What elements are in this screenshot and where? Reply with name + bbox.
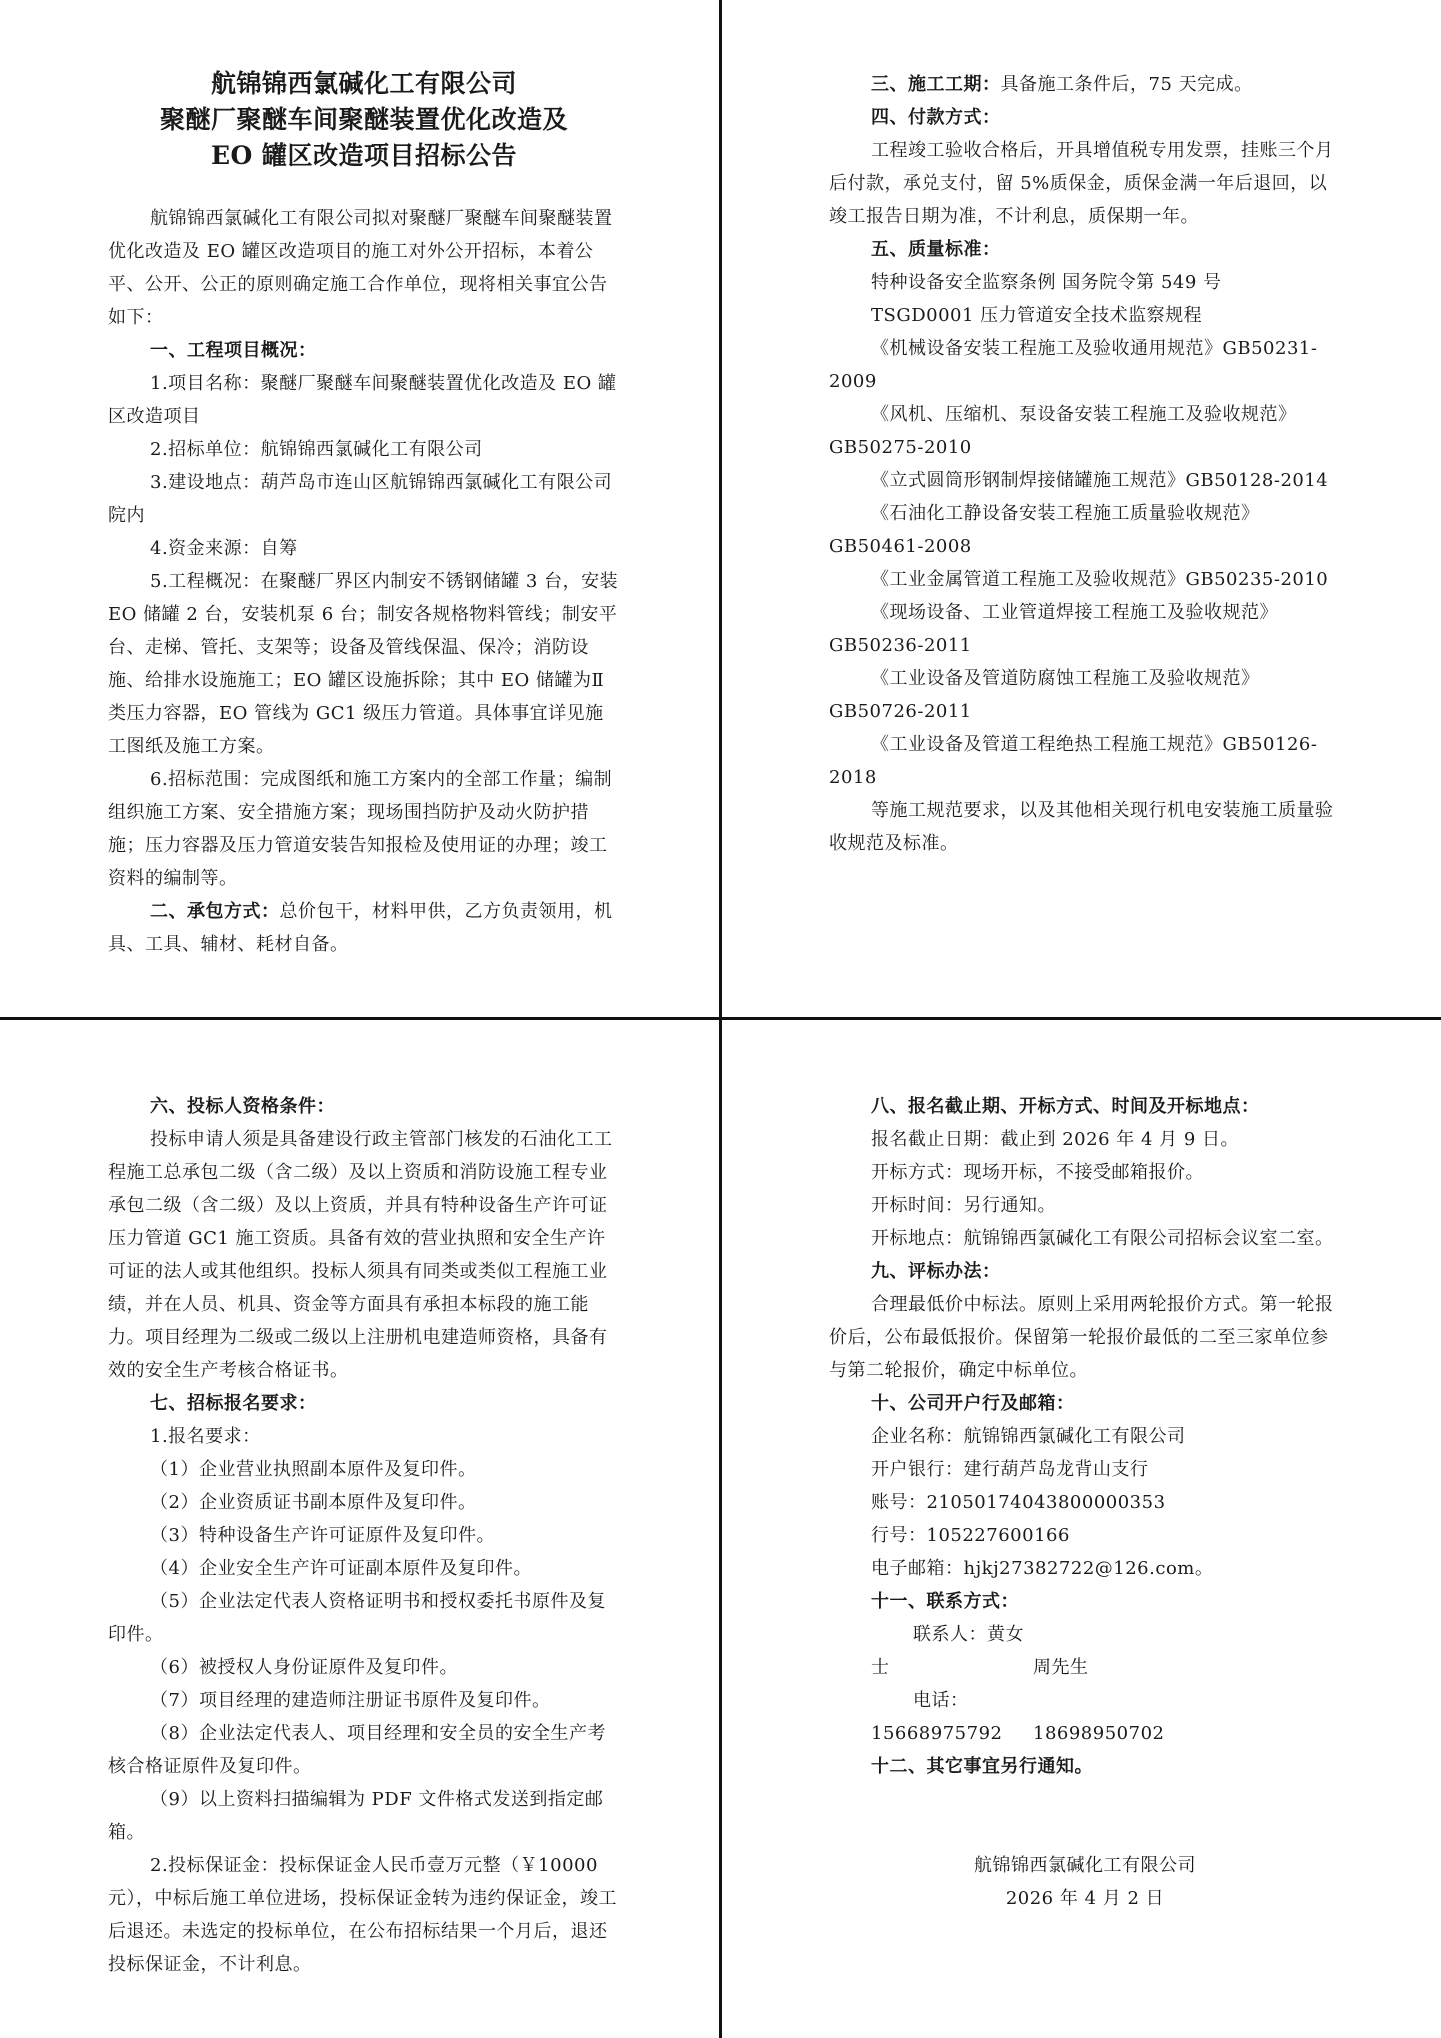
registration-item: （4）企业安全生产许可证副本原件及复印件。 xyxy=(150,1558,532,1579)
standard-item: 《工业设备及管道防腐蚀工程施工及验收规范》GB50726-2011 xyxy=(829,668,1260,722)
registration-item: （9）以上资料扫描编辑为 PDF 文件格式发送到指定邮箱。 xyxy=(108,1789,604,1843)
registration-item: （3）特种设备生产许可证原件及复印件。 xyxy=(150,1525,495,1546)
bank-info-item: 电子邮箱：hjkj27382722@126.com。 xyxy=(871,1558,1214,1579)
contact-phone-1: 电话：15668975792 xyxy=(871,1690,1003,1744)
section-6-heading: 六、投标人资格条件： xyxy=(150,1096,335,1117)
registration-item: （7）项目经理的建造师注册证书原件及复印件。 xyxy=(150,1690,551,1711)
section-3-text: 具备施工条件后，75 天完成。 xyxy=(1000,74,1253,95)
signoff-date: 2026 年 4 月 2 日 xyxy=(1005,1888,1165,1909)
title-line-2: 聚醚厂聚醚车间聚醚装置优化改造及 xyxy=(159,105,568,134)
bank-info-item: 账号：21050174043800000353 xyxy=(871,1492,1166,1513)
section-3-paragraph xyxy=(829,68,1341,101)
page-4 xyxy=(829,1090,1341,1915)
registration-item: （6）被授权人身份证原件及复印件。 xyxy=(150,1657,458,1678)
standard-item: 《工业设备及管道工程绝热工程施工规范》GB50126-2018 xyxy=(829,734,1318,788)
section-9-text: 合理最低价中标法。原则上采用两轮报价方式。第一轮报价后，公布最低报价。保留第一轮报价最低的二至三家单位参与第二轮报价，确定中标单位。 xyxy=(829,1294,1334,1381)
standard-item: 《风机、压缩机、泵设备安装工程施工及验收规范》GB50275-2010 xyxy=(829,404,1297,458)
intro-paragraph: 航锦锦西氯碱化工有限公司拟对聚醚厂聚醚车间聚醚装置优化改造及 EO 罐区改造项目的施工对外公开招标，本着公平、公开、公正的原则确定施工合作单位，现将相关事宜公告如下： xyxy=(108,208,613,328)
section-1-heading: 一、工程项目概况： xyxy=(150,340,317,361)
page-3 xyxy=(108,1090,620,1981)
project-item: 5.工程概况：在聚醚厂界区内制安不锈钢储罐 3 台，安装 EO 储罐 2 台，安装机泵 6 台；制安各规格物料管线；制安平台、走梯、管托、支架等；设备及管线保温、保冷；消防设施、给排水设施施工；EO 罐区设施拆除；其中 EO 储罐为Ⅱ类压力容器，EO 管线为 GC1 级压力管道。具体事宜详见施工图纸及施工方案。 xyxy=(108,571,619,757)
standard-item: 《工业金属管道工程施工及验收规范》GB50235-2010 xyxy=(871,569,1329,590)
section-12-heading: 十二、其它事宜另行通知。 xyxy=(871,1756,1093,1777)
bank-info-item: 行号：105227600166 xyxy=(871,1525,1070,1546)
bid-bond-paragraph: 2.投标保证金：投标保证金人民币壹万元整（￥10000 元），中标后施工单位进场，投标保证金转为违约保证金，竣工后退还。未选定的投标单位，在公布招标结果一个月后，退还投标保证金，不计利息。 xyxy=(108,1855,617,1975)
bid-opening-item: 开标时间：另行通知。 xyxy=(871,1195,1056,1216)
section-9-heading: 九、评标办法： xyxy=(871,1261,1001,1282)
contact-line xyxy=(829,1618,1341,1684)
section-6-text: 投标申请人须是具备建设行政主管部门核发的石油化工工程施工总承包二级（含二级）及以上资质和消防设施工程专业承包二级（含二级）及以上资质，并具有特种设备生产许可证压力管道 GC1 施工资质。具备有效的营业执照和安全生产许可证的法人或其他组织。投标人须具有同类或类似工程施工业绩，并在人员、机具、资金等方面具有承担本标段的施工能力。项目经理为二级或二级以上注册机电建造师资格，具备有效的安全生产考核合格证书。 xyxy=(108,1129,613,1381)
bid-opening-item: 开标地点：航锦锦西氯碱化工有限公司招标会议室二室。 xyxy=(871,1228,1334,1249)
project-item: 6.招标范围：完成图纸和施工方案内的全部工作量；编制组织施工方案、安全措施方案；现场围挡防护及动火防护措施；压力容器及压力管道安装告知报检及使用证的办理；竣工资料的编制等。 xyxy=(108,769,613,889)
project-item: 2.招标单位：航锦锦西氯碱化工有限公司 xyxy=(150,439,483,460)
page-2 xyxy=(829,68,1341,860)
standard-item: TSGD0001 压力管道安全技术监察规程 xyxy=(871,305,1203,326)
section-5-heading: 五、质量标准： xyxy=(871,239,1001,260)
registration-item: （8）企业法定代表人、项目经理和安全员的安全生产考核合格证原件及复印件。 xyxy=(108,1723,606,1777)
section-11-heading: 十一、联系方式： xyxy=(871,1591,1019,1612)
page-1 xyxy=(108,66,620,961)
bank-info-item: 企业名称：航锦锦西氯碱化工有限公司 xyxy=(871,1426,1186,1447)
section-2-text: 总价包干，材料甲供，乙方负责领用，机具、工具、辅材、耗材自备。 xyxy=(108,901,613,955)
title-line-3: EO 罐区改造项目招标公告 xyxy=(210,141,518,170)
standard-item: 《现场设备、工业管道焊接工程施工及验收规范》GB50236-2011 xyxy=(829,602,1278,656)
section-2-paragraph xyxy=(108,895,620,961)
section-4-heading: 四、付款方式： xyxy=(871,107,1001,128)
standard-item: 等施工规范要求，以及其他相关现行机电安装施工质量验收规范及标准。 xyxy=(829,800,1334,854)
registration-item: （2）企业资质证书副本原件及复印件。 xyxy=(150,1492,477,1513)
phone-line xyxy=(829,1684,1341,1750)
registration-item: （5）企业法定代表人资格证明书和授权委托书原件及复印件。 xyxy=(108,1591,606,1645)
section-4-text: 工程竣工验收合格后，开具增值税专用发票，挂账三个月后付款，承兑支付，留 5%质保金，质保金满一年后退回，以竣工报告日期为准，不计利息，质保期一年。 xyxy=(829,140,1334,227)
section-3-heading: 三、施工工期： xyxy=(871,74,1001,95)
standard-item: 《立式圆筒形钢制焊接储罐施工规范》GB50128-2014 xyxy=(871,470,1329,491)
registration-subheading: 1.报名要求： xyxy=(150,1426,261,1447)
contact-person-1: 联系人：黄女士 xyxy=(871,1624,1024,1678)
horizontal-divider xyxy=(0,1017,1441,1020)
document-title xyxy=(108,66,620,174)
standard-item: 《石油化工静设备安装工程施工质量验收规范》GB50461-2008 xyxy=(829,503,1260,557)
contact-phone-2: 18698950702 xyxy=(1033,1723,1165,1744)
signoff-company: 航锦锦西氯碱化工有限公司 xyxy=(974,1855,1196,1876)
project-item: 4.资金来源：自筹 xyxy=(150,538,298,559)
standard-item: 《机械设备安装工程施工及验收通用规范》GB50231-2009 xyxy=(829,338,1318,392)
contact-person-2: 周先生 xyxy=(1033,1657,1089,1678)
project-item: 3.建设地点：葫芦岛市连山区航锦锦西氯碱化工有限公司院内 xyxy=(108,472,613,526)
title-line-1: 航锦锦西氯碱化工有限公司 xyxy=(210,69,517,98)
project-item: 1.项目名称：聚醚厂聚醚车间聚醚装置优化改造及 EO 罐区改造项目 xyxy=(108,373,617,427)
standard-item: 特种设备安全监察条例 国务院令第 549 号 xyxy=(871,272,1222,293)
section-7-heading: 七、招标报名要求： xyxy=(150,1393,317,1414)
section-10-heading: 十、公司开户行及邮箱： xyxy=(871,1393,1075,1414)
bid-opening-item: 开标方式：现场开标，不接受邮箱报价。 xyxy=(871,1162,1204,1183)
registration-item: （1）企业营业执照副本原件及复印件。 xyxy=(150,1459,477,1480)
section-2-heading: 二、承包方式： xyxy=(150,901,280,922)
section-8-heading: 八、报名截止期、开标方式、时间及开标地点： xyxy=(871,1096,1260,1117)
bank-info-item: 开户银行：建行葫芦岛龙背山支行 xyxy=(871,1459,1149,1480)
bid-opening-item: 报名截止日期：截止到 2026 年 4 月 9 日。 xyxy=(871,1129,1240,1150)
